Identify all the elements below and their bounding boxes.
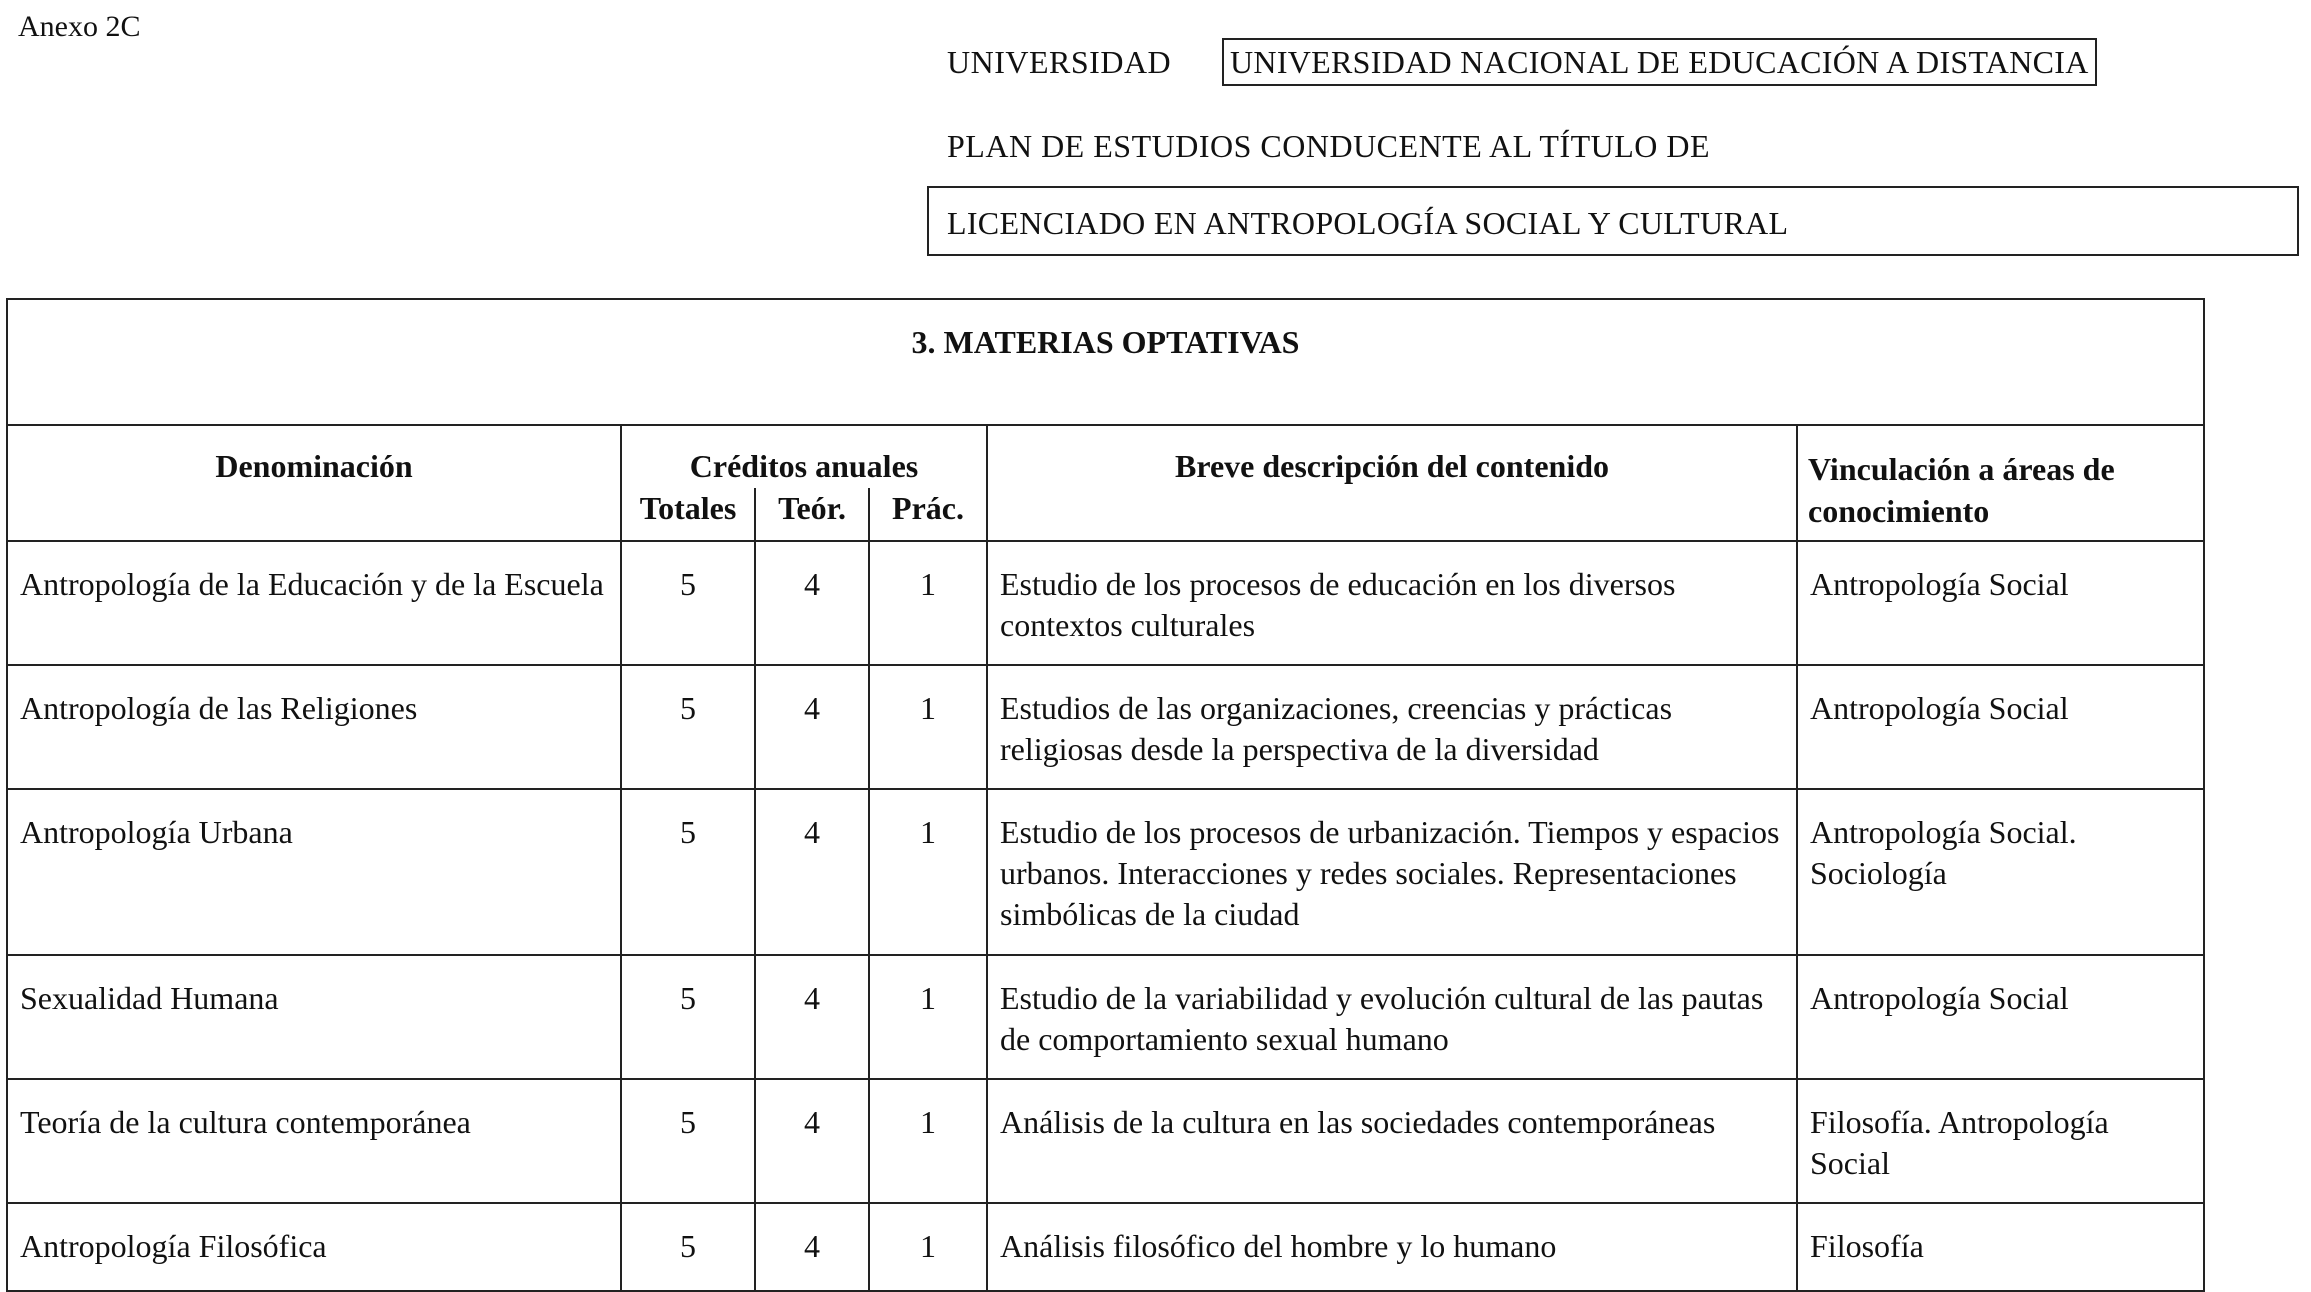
cell-denominacion: Antropología de la Educación y de la Escuela [7,541,621,665]
section-title: 3. MATERIAS OPTATIVAS [7,299,2204,425]
cell-prac: 1 [869,665,987,789]
cell-descripcion: Estudio de los procesos de urbanización. Tiempos y espacios urbanos. Interacciones y redes sociales. Representaciones simbólicas de la ciudad [987,789,1797,955]
cell-totales: 5 [621,955,755,1079]
cell-descripcion: Estudios de las organizaciones, creencias y prácticas religiosas desde la perspectiva de la diversidad [987,665,1797,789]
cell-totales: 5 [621,1079,755,1203]
cell-prac: 1 [869,541,987,665]
cell-vinculacion: Antropología Social. Sociología [1797,789,2204,955]
cell-totales: 5 [621,1203,755,1291]
section-title-row [7,299,2204,425]
column-header-denominacion: Denominación [7,425,621,541]
table-row [7,665,2204,789]
cell-prac: 1 [869,1079,987,1203]
cell-denominacion: Antropología de las Religiones [7,665,621,789]
cell-vinculacion: Antropología Social [1797,541,2204,665]
cell-vinculacion: Antropología Social [1797,955,2204,1079]
cell-teor: 4 [755,955,869,1079]
cell-prac: 1 [869,955,987,1079]
cell-totales: 5 [621,789,755,955]
cell-denominacion: Antropología Urbana [7,789,621,955]
cell-denominacion: Teoría de la cultura contemporánea [7,1079,621,1203]
cell-descripcion: Análisis filosófico del hombre y lo humano [987,1203,1797,1291]
cell-vinculacion: Filosofía [1797,1203,2204,1291]
plan-label: PLAN DE ESTUDIOS CONDUCENTE AL TÍTULO DE [947,128,1711,164]
table-row [7,541,2204,665]
table-row [7,1079,2204,1203]
cell-descripcion: Estudio de los procesos de educación en los diversos contextos culturales [987,541,1797,665]
cell-denominacion: Sexualidad Humana [7,955,621,1079]
cell-vinculacion: Antropología Social [1797,665,2204,789]
column-header-creditos: Créditos anuales [621,425,987,488]
cell-teor: 4 [755,665,869,789]
column-header-teor: Teór. [755,488,869,541]
column-header-descripcion: Breve descripción del contenido [987,425,1797,541]
university-label: UNIVERSIDAD [947,44,1172,80]
cell-descripcion: Estudio de la variabilidad y evolución cultural de las pautas de comportamiento sexual humano [987,955,1797,1079]
cell-totales: 5 [621,665,755,789]
annex-label: Anexo 2C [18,10,141,43]
optional-subjects-table [6,298,2205,1292]
cell-teor: 4 [755,1079,869,1203]
column-header-prac: Prác. [869,488,987,541]
cell-teor: 4 [755,1203,869,1291]
table-row [7,1203,2204,1291]
column-header-vinculacion: Vinculación a áreas de conocimiento [1797,425,2204,541]
column-header-totales: Totales [621,488,755,541]
table-row [7,955,2204,1079]
cell-prac: 1 [869,789,987,955]
cell-vinculacion: Filosofía. Antropología Social [1797,1079,2204,1203]
cell-denominacion: Antropología Filosófica [7,1203,621,1291]
cell-totales: 5 [621,541,755,665]
cell-teor: 4 [755,541,869,665]
cell-descripcion: Análisis de la cultura en las sociedades contemporáneas [987,1079,1797,1203]
header-row [7,425,2204,488]
cell-teor: 4 [755,789,869,955]
table-row [7,789,2204,955]
degree-title: LICENCIADO EN ANTROPOLOGÍA SOCIAL Y CULTURAL [927,186,2299,256]
cell-prac: 1 [869,1203,987,1291]
university-name: UNIVERSIDAD NACIONAL DE EDUCACIÓN A DISTANCIA [1222,38,2097,86]
